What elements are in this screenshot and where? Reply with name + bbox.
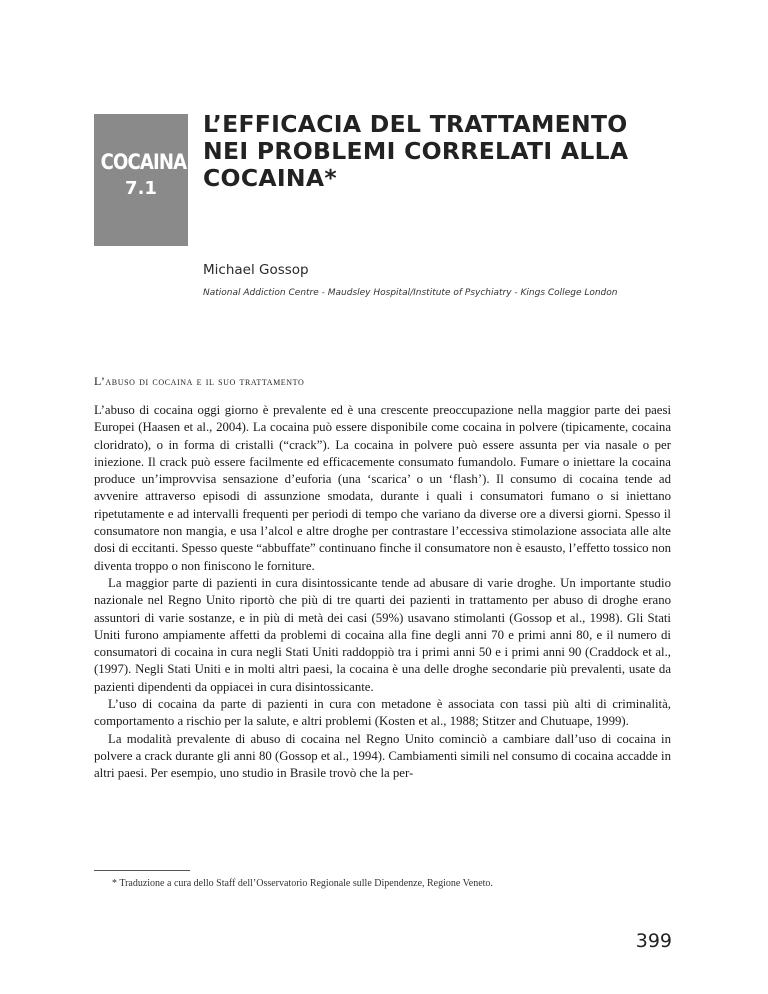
chapter-badge-number: 7.1 <box>125 178 157 199</box>
body-paragraph: La maggior parte di pazienti in cura disintossicante tende ad abusare di varie droghe. Un importante studio nazionale nel Regno Unito riportò che più di tre quarti dei pazienti in trattamento per abuso di droghe erano assuntori di varie sostanze, e in più di metà dei casi (59%) usavano stimolanti (Gossop et al., 1998). Gli Stati Uniti furono ampiamente affetti da problemi di cocaina alla fine degli anni 70 e primi anni 80, e il numero di consumatori di cocaina in cura negli Stati Uniti raddoppiò tra i primi anni 50 e i primi anni 90 (Craddock et al., (1997). Negli Stati Uniti e in molti altri paesi, la cocaina è una delle droghe secondarie più prevalenti, usate da pazienti dipendenti da oppiacei in cura disintossicante. <box>94 575 671 694</box>
body-text <box>94 402 671 783</box>
chapter-title <box>203 111 673 192</box>
body-paragraph: La modalità prevalente di abuso di cocaina nel Regno Unito cominciò a cambiare dall’uso di cocaina in polvere a crack durante gli anni 80 (Gossop et al., 1994). Cambiamenti simili nel consumo di cocaina accadde in altri paesi. Per esempio, uno studio in Brasile trovò che la per- <box>94 731 671 781</box>
page-number: 399 <box>635 930 672 952</box>
footnote: * Traduzione a cura dello Staff dell’Osservatorio Regionale sulle Dipendenze, Regione Veneto. <box>112 878 493 889</box>
chapter-badge <box>94 114 188 246</box>
author-affiliation: National Addiction Centre - Maudsley Hospital/Institute of Psychiatry - Kings College London <box>203 288 618 298</box>
section-heading: L’abuso di cocaina e il suo trattamento <box>94 374 305 388</box>
author-name: Michael Gossop <box>203 262 309 278</box>
body-paragraph: L’uso di cocaina da parte di pazienti in cura con metadone è associata con tassi più alti di criminalità, comportamento a rischio per la salute, e altri problemi (Kosten et al., 1988; Stitzer and Chutuape, 1999). <box>94 697 671 729</box>
chapter-title-line: NEI PROBLEMI CORRELATI ALLA <box>203 137 629 165</box>
chapter-badge-word: COCAINA <box>100 150 187 174</box>
chapter-title-line: COCAINA* <box>203 164 337 192</box>
footnote-divider <box>94 870 190 871</box>
chapter-title-line: L’EFFICACIA DEL TRATTAMENTO <box>203 110 628 138</box>
body-paragraph: L’abuso di cocaina oggi giorno è prevalente ed è una crescente preoccupazione nella maggior parte dei paesi Europei (Haasen et al., 2004). La cocaina può essere disponibile come cocaina in polvere (tipicamente, cocaina cloridrato), o in forma di cristalli (“crack”). La cocaina in polvere può essere assunta per via nasale o per iniezione. Il crack può essere facilmente ed efficacemente consumato fumandolo. Fumare o iniettare la cocaina produce un’improvvisa sensazione d’euforia (una ‘scarica’ o un ‘flash’). Il consumo di cocaina tende ad avvenire attraverso episodi di assunzione smodata, durante i quali i consumatori fumano o si iniettano ripetutamente e ad intervalli frequenti per periodi di tempo che variano da diverse ore a diversi giorni. Spesso il consumatore non mangia, e usa l’alcol e altre droghe per contrastare l’eccessiva stimolazione associata alle alte dosi di eccitanti. Spesso queste “abbuffate” continuano finche il consumatore non è esausto, l’effetto tossico non diventa troppo o non finiscono le forniture. <box>94 403 671 573</box>
